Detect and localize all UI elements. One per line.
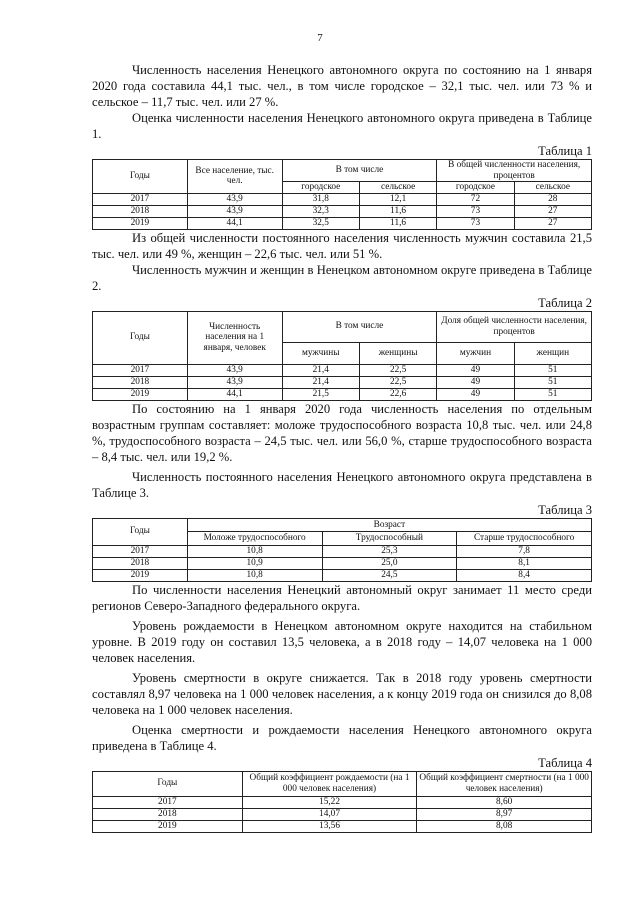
table4-header-years: Годы: [93, 771, 243, 796]
table-cell: 51: [514, 376, 591, 388]
table-row: [93, 376, 592, 388]
document-body: [92, 62, 592, 833]
table-cell: 51: [514, 364, 591, 376]
table3-header-years: Годы: [93, 518, 188, 545]
table-cell: 28: [514, 193, 591, 205]
table4-header-birth: Общий коэффициент рождаемости (на 1 000 человек населения): [242, 771, 417, 796]
table-cell: 13,56: [242, 820, 417, 832]
table2-header-including: В том числе: [282, 311, 437, 342]
table-cell: 31,8: [282, 193, 359, 205]
table2-header-total: Численность населения на 1 января, человек: [187, 311, 282, 364]
table-cell: 32,3: [282, 205, 359, 217]
table-cell: 51: [514, 388, 591, 400]
table-row: [93, 205, 592, 217]
table-cell: 43,9: [187, 193, 282, 205]
table-row: [93, 820, 592, 832]
table2-header-women: женщины: [359, 342, 436, 364]
table-cell: 2019: [93, 388, 188, 400]
table4-caption: Таблица 4: [538, 755, 592, 770]
table-cell: 49: [437, 388, 514, 400]
table-cell: 8,1: [457, 557, 592, 569]
table-cell: 22,6: [359, 388, 436, 400]
table-cell: 25,3: [322, 545, 457, 557]
table1-header-urban: городское: [282, 182, 359, 194]
table-cell: 44,1: [187, 217, 282, 229]
table3-header-age: Возраст: [187, 518, 591, 532]
table-row: [93, 217, 592, 229]
table2-header-men-share: мужчин: [437, 342, 514, 364]
table-cell: 24,5: [322, 569, 457, 581]
table-cell: 8,97: [417, 808, 592, 820]
table-cell: 32,5: [282, 217, 359, 229]
table-cell: 25,0: [322, 557, 457, 569]
table-row: [93, 796, 592, 808]
table3-header-working: Трудоспособный: [322, 532, 457, 546]
paragraph-age-groups: По состоянию на 1 января 2020 года численность населения по отдельным возрастным группам составляет: моложе трудоспособного возраста 10,8 тыс. чел. или 24,8 %, трудоспособного возраста – 24,5 тыс. чел. или 56,0 %, старше трудоспособного возраста – 8,4 тыс. чел. или 19,2 %.: [92, 401, 592, 464]
table-row: [93, 193, 592, 205]
table-cell: 2019: [93, 820, 243, 832]
table-cell: 8,60: [417, 796, 592, 808]
table3-age: [92, 518, 592, 582]
table-cell: 43,9: [187, 205, 282, 217]
paragraph-table3-intro: Численность постоянного населения Ненецкого автономного округа представлена в Таблице 3.: [92, 469, 592, 500]
table-cell: 7,8: [457, 545, 592, 557]
table1-header-years: Годы: [93, 160, 188, 194]
table-cell: 2018: [93, 557, 188, 569]
table-cell: 10,8: [187, 569, 322, 581]
table-cell: 2019: [93, 569, 188, 581]
table-row: [93, 545, 592, 557]
table2-gender: [92, 311, 592, 401]
table1-header-share: В общей численности населения, процентов: [437, 160, 592, 182]
table-row: [93, 364, 592, 376]
table-cell: 11,6: [359, 205, 436, 217]
table-cell: 72: [437, 193, 514, 205]
page-number: 7: [317, 32, 323, 44]
table-cell: 49: [437, 364, 514, 376]
paragraph-population-total: Численность населения Ненецкого автономного округа по состоянию на 1 января 2020 года составила 44,1 тыс. чел., в том числе городское – 32,1 тыс. чел. или 73 % и сельское – 11,7 тыс. чел. или 27 %.: [92, 63, 592, 109]
table-cell: 21,4: [282, 364, 359, 376]
table-cell: 73: [437, 217, 514, 229]
table-cell: 2019: [93, 217, 188, 229]
table-cell: 22,5: [359, 364, 436, 376]
table1-header-rural: сельское: [359, 182, 436, 194]
table-cell: 44,1: [187, 388, 282, 400]
table1-header-rural-share: сельское: [514, 182, 591, 194]
table3-header-young: Моложе трудоспособного: [187, 532, 322, 546]
table-cell: 15,22: [242, 796, 417, 808]
table-cell: 10,8: [187, 545, 322, 557]
table-cell: 21,5: [282, 388, 359, 400]
table1-population: [92, 159, 592, 230]
table-row: [93, 388, 592, 400]
table1-header-total: Все население, тыс. чел.: [187, 160, 282, 194]
table2-header-men: мужчины: [282, 342, 359, 364]
table-row: [93, 569, 592, 581]
table-cell: 43,9: [187, 364, 282, 376]
table1-header-including: В том числе: [282, 160, 437, 182]
table-cell: 2017: [93, 545, 188, 557]
table3-caption: Таблица 3: [538, 502, 592, 517]
table4-header-death: Общий коэффициент смертности (на 1 000 человек населения): [417, 771, 592, 796]
table3-header-old: Старше трудоспособного: [457, 532, 592, 546]
table-cell: 8,08: [417, 820, 592, 832]
table-cell: 27: [514, 205, 591, 217]
table-cell: 21,4: [282, 376, 359, 388]
table1-caption: Таблица 1: [538, 144, 592, 158]
table-cell: 10,9: [187, 557, 322, 569]
paragraph-rank: По численности населения Ненецкий автономный округ занимает 11 место среди регионов Северо-Западного федерального округа.: [92, 582, 592, 613]
table-cell: 2018: [93, 205, 188, 217]
table-cell: 22,5: [359, 376, 436, 388]
table2-caption: Таблица 2: [538, 295, 592, 310]
table-cell: 14,07: [242, 808, 417, 820]
paragraph-table4-intro: Оценка смертности и рождаемости населения Ненецкого автономного округа приведена в Таблице 4.: [92, 722, 592, 753]
table-cell: 2018: [93, 808, 243, 820]
table4-rates: [92, 771, 592, 833]
table-cell: 27: [514, 217, 591, 229]
table-cell: 2017: [93, 364, 188, 376]
table-cell: 2017: [93, 796, 243, 808]
table-row: [93, 557, 592, 569]
table-cell: 11,6: [359, 217, 436, 229]
table2-header-years: Годы: [93, 311, 188, 364]
table2-header-share: Доля общей численности населения, процентов: [437, 311, 592, 342]
table2-header-women-share: женщин: [514, 342, 591, 364]
paragraph-gender: Из общей численности постоянного населения численность мужчин составила 21,5 тыс. чел. или 49 %, женщин – 22,6 тыс. чел. или 51 %.: [92, 230, 592, 261]
paragraph-birth-rate: Уровень рождаемости в Ненецком автономном округе находится на стабильном уровне. В 2019 году он составил 13,5 человека, а в 2018 году – 14,07 человека на 1 000 человек населения.: [92, 618, 592, 665]
paragraph-death-rate: Уровень смертности в округе снижается. Так в 2018 году уровень смертности составлял 8,97 человека на 1 000 человек населения, а к концу 2019 года он снизился до 8,08 человека на 1 000 человек населения.: [92, 670, 592, 717]
table-cell: 49: [437, 376, 514, 388]
table-cell: 12,1: [359, 193, 436, 205]
table-cell: 8,4: [457, 569, 592, 581]
table-cell: 2018: [93, 376, 188, 388]
table1-header-urban-share: городское: [437, 182, 514, 194]
table-cell: 2017: [93, 193, 188, 205]
paragraph-table1-intro: Оценка численности населения Ненецкого автономного округа приведена в Таблице 1.: [92, 111, 592, 141]
table-cell: 43,9: [187, 376, 282, 388]
table-row: [93, 808, 592, 820]
paragraph-table2-intro: Численность мужчин и женщин в Ненецком автономном округе приведена в Таблице 2.: [92, 262, 592, 293]
table-cell: 73: [437, 205, 514, 217]
